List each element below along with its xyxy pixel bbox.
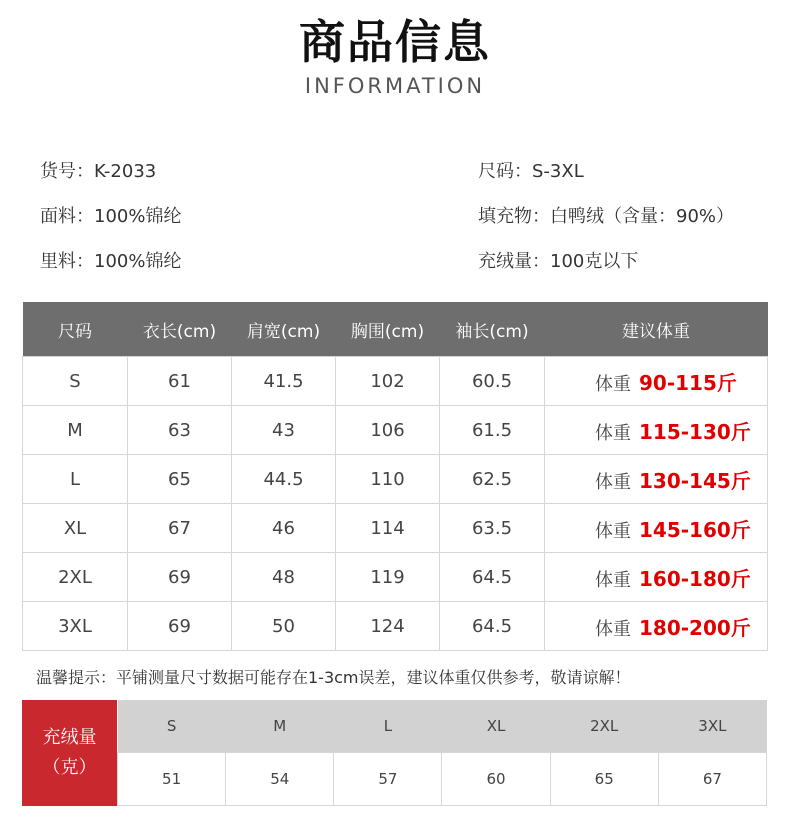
cell-shoulder: 48 — [232, 553, 336, 602]
fill-amount-label: 充绒量： — [478, 251, 550, 272]
cell-chest: 124 — [336, 602, 440, 651]
fill-size-header: 3XL — [658, 700, 766, 753]
fill-amount-table — [117, 700, 767, 806]
cell-chest: 102 — [336, 357, 440, 406]
header-chest: 胸围(cm) — [336, 302, 440, 357]
size-range-label: 尺码： — [478, 161, 532, 182]
fill-size-header: XL — [442, 700, 550, 753]
cell-sleeve: 62.5 — [440, 455, 545, 504]
fill-value: 67 — [658, 753, 766, 806]
cell-chest: 119 — [336, 553, 440, 602]
fill-value: 60 — [442, 753, 550, 806]
lining — [40, 250, 181, 274]
weight-prefix: 体重 — [595, 471, 631, 493]
cell-length: 65 — [128, 455, 232, 504]
weight-value: 160-180斤 — [639, 566, 751, 591]
cell-chest: 110 — [336, 455, 440, 504]
page-subtitle: INFORMATION — [304, 74, 486, 98]
cell-sleeve: 64.5 — [440, 602, 545, 651]
fabric-value: 100%锦纶 — [94, 206, 182, 227]
cell-shoulder: 44.5 — [232, 455, 336, 504]
cell-shoulder: 50 — [232, 602, 336, 651]
cell-sleeve: 61.5 — [440, 406, 545, 455]
cell-size: 2XL — [23, 553, 128, 602]
filling — [478, 205, 734, 229]
cell-sleeve: 60.5 — [440, 357, 545, 406]
fabric — [40, 205, 181, 229]
measurement-note: 温馨提示：平铺测量尺寸数据可能存在1-3cm误差，建议体重仅供参考，敬请谅解！ — [36, 668, 631, 687]
cell-weight — [545, 455, 768, 504]
filling-label: 填充物： — [478, 206, 550, 227]
fill-amount-row-label — [22, 700, 117, 806]
header-size: 尺码 — [23, 302, 128, 357]
cell-size: XL — [23, 504, 128, 553]
weight-value: 90-115斤 — [639, 370, 737, 395]
header-weight: 建议体重 — [545, 302, 768, 357]
cell-length: 69 — [128, 553, 232, 602]
cell-sleeve: 63.5 — [440, 504, 545, 553]
weight-prefix: 体重 — [595, 373, 631, 395]
fill-label-line1: 充绒量 — [42, 727, 97, 748]
cell-length: 63 — [128, 406, 232, 455]
page-title: 商品信息 — [299, 15, 491, 69]
cell-sleeve: 64.5 — [440, 553, 545, 602]
cell-weight — [545, 553, 768, 602]
weight-value: 145-160斤 — [639, 517, 751, 542]
fill-value: 57 — [334, 753, 442, 806]
size-range-value: S-3XL — [532, 161, 584, 182]
header-shoulder: 肩宽(cm) — [232, 302, 336, 357]
size-chart-table — [22, 302, 768, 651]
fill-value: 54 — [226, 753, 334, 806]
weight-prefix: 体重 — [595, 520, 631, 542]
cell-size: M — [23, 406, 128, 455]
weight-value: 180-200斤 — [639, 615, 751, 640]
cell-size: 3XL — [23, 602, 128, 651]
cell-shoulder: 43 — [232, 406, 336, 455]
weight-value: 115-130斤 — [639, 419, 751, 444]
fill-size-header: L — [334, 700, 442, 753]
size-chart-header-row — [23, 302, 768, 357]
cell-size: S — [23, 357, 128, 406]
weight-value: 130-145斤 — [639, 468, 751, 493]
lining-label: 里料： — [40, 251, 94, 272]
cell-chest: 114 — [336, 504, 440, 553]
table-row — [23, 553, 768, 602]
fill-value-row — [118, 753, 767, 806]
cell-chest: 106 — [336, 406, 440, 455]
weight-prefix: 体重 — [595, 569, 631, 591]
item-number-value: K-2033 — [94, 161, 157, 182]
cell-shoulder: 46 — [232, 504, 336, 553]
weight-prefix: 体重 — [595, 422, 631, 444]
weight-prefix: 体重 — [595, 618, 631, 640]
cell-weight — [545, 602, 768, 651]
cell-length: 67 — [128, 504, 232, 553]
fill-header-row — [118, 700, 767, 753]
cell-size: L — [23, 455, 128, 504]
cell-weight — [545, 357, 768, 406]
table-row — [23, 602, 768, 651]
cell-shoulder: 41.5 — [232, 357, 336, 406]
fill-size-header: 2XL — [550, 700, 658, 753]
fabric-label: 面料： — [40, 206, 94, 227]
lining-value: 100%锦纶 — [94, 251, 182, 272]
fill-size-header: S — [118, 700, 226, 753]
filling-value: 白鸭绒（含量：90%） — [550, 206, 735, 227]
size-range — [478, 160, 584, 184]
cell-weight — [545, 406, 768, 455]
table-row — [23, 357, 768, 406]
item-number-label: 货号： — [40, 161, 94, 182]
fill-amount — [478, 250, 638, 274]
cell-length: 69 — [128, 602, 232, 651]
header-sleeve: 袖长(cm) — [440, 302, 545, 357]
table-row — [23, 455, 768, 504]
table-row — [23, 406, 768, 455]
fill-value: 65 — [550, 753, 658, 806]
cell-length: 61 — [128, 357, 232, 406]
header-length: 衣长(cm) — [128, 302, 232, 357]
fill-amount-value: 100克以下 — [550, 251, 639, 272]
table-row — [23, 504, 768, 553]
cell-weight — [545, 504, 768, 553]
item-number — [40, 160, 156, 184]
fill-size-header: M — [226, 700, 334, 753]
fill-value: 51 — [118, 753, 226, 806]
fill-label-line2: （克） — [42, 757, 97, 778]
